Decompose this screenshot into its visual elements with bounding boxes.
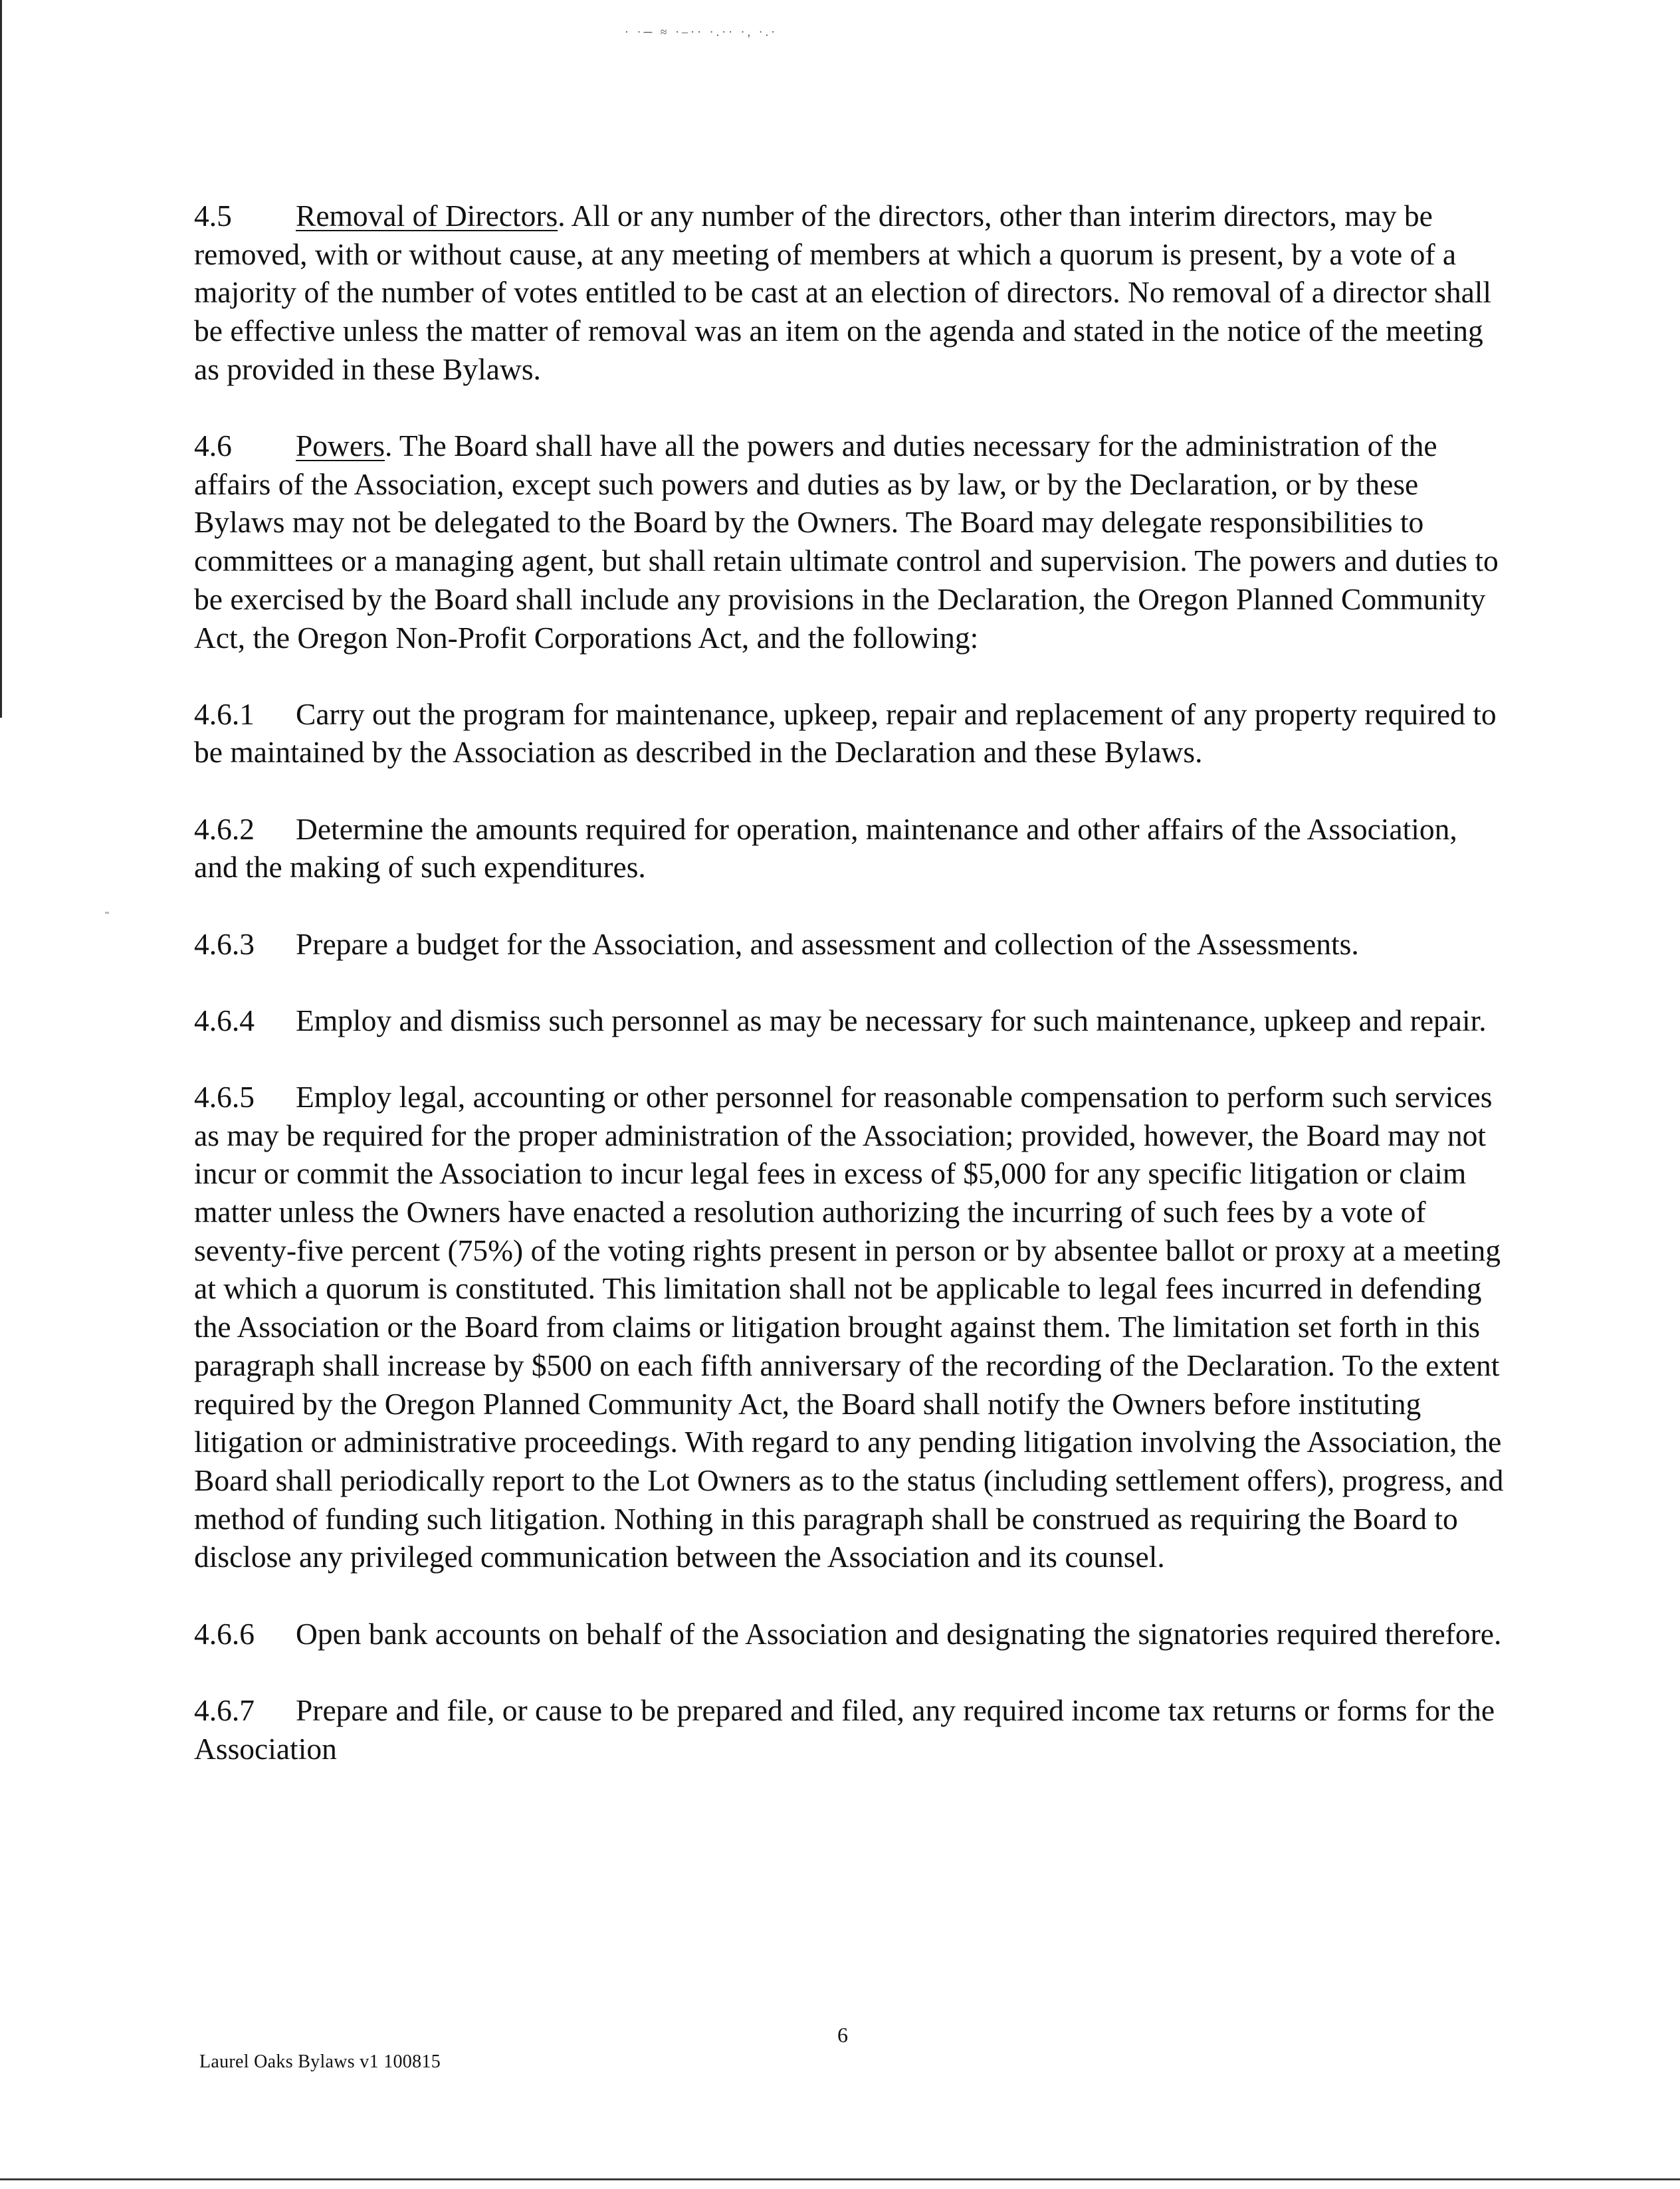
scan-edge-bottom xyxy=(0,2178,1680,2180)
bylaws-body xyxy=(194,197,1507,1806)
section-4-6-1 xyxy=(194,695,1507,772)
section-text: Prepare and file, or cause to be prepared and filed, any required income tax returns or forms for the Association xyxy=(194,1693,1495,1766)
section-4-6-2 xyxy=(194,810,1507,886)
section-text: Employ legal, accounting or other personnel for reasonable compensation to perform such services as may be required for the proper administration of the Association; provided, however, the Board may not incur or commit the Association to incur legal fees in excess of $5,000 for any specific litigation or claim matter unless the Owners have enacted a resolution authorizing the incurring of such fees by a vote of seventy-five percent (75%) of the voting rights present in person or by absentee ballot or proxy at a meeting at which a quorum is constituted. This limitation shall not be applicable to legal fees incurred in defending the Association or the Board from claims or litigation brought against them. The limitation set forth in this paragraph shall increase by $500 on each fifth anniversary of the recording of the Declaration. To the extent required by the Oregon Planned Community Act, the Board shall notify the Owners before instituting litigation or administrative proceedings. With regard to any pending litigation involving the Association, the Board shall periodically report to the Lot Owners as to the status (including settlement offers), progress, and method of funding such litigation. Nothing in this paragraph shall be construed as requiring the Board to disclose any privileged communication between the Association and its counsel. xyxy=(194,1079,1504,1574)
scan-edge-left xyxy=(0,0,2,718)
section-text: Prepare a budget for the Association, and assessment and collection of the Assessments. xyxy=(296,926,1359,961)
section-heading: Powers xyxy=(296,429,385,463)
section-number: 4.6.1 xyxy=(194,696,255,731)
section-4-6-3 xyxy=(194,925,1507,964)
section-number: 4.6.7 xyxy=(194,1693,255,1727)
section-4-6-4 xyxy=(194,1001,1507,1040)
section-text: Determine the amounts required for operation, maintenance and other affairs of the Association, and the making of such expenditures. xyxy=(194,811,1457,885)
page-number: 6 xyxy=(837,2023,848,2047)
section-4-5 xyxy=(194,197,1507,389)
section-text: Employ and dismiss such personnel as may be necessary for such maintenance, upkeep and repair. xyxy=(296,1003,1487,1037)
scan-speck xyxy=(105,912,109,914)
section-number: 4.6.5 xyxy=(194,1079,255,1114)
section-heading: Removal of Directors xyxy=(296,199,558,233)
section-number: 4.6.4 xyxy=(194,1003,255,1037)
section-4-6 xyxy=(194,427,1507,657)
section-4-6-5 xyxy=(194,1078,1507,1576)
section-number: 4.5 xyxy=(194,199,232,233)
section-4-6-6 xyxy=(194,1615,1507,1653)
section-text: . All or any number of the directors, other than interim directors, may be removed, with or without cause, at any meeting of members at which a quorum is present, by a vote of a majority of the number of votes entitled to be cast at an election of directors. No removal of a director shall be effective unless the matter of removal was an item on the agenda and stated in the notice of the meeting as provided in these Bylaws. xyxy=(194,199,1492,386)
section-text: Open bank accounts on behalf of the Association and designating the signatories required therefore. xyxy=(296,1616,1502,1651)
section-text: . The Board shall have all the powers and duties necessary for the administration of the affairs of the Association, except such powers and duties as by law, or by the Declaration, or by these Bylaws may not be delegated to the Board by the Owners. The Board may delegate responsibilities to committees or a managing agent, but shall retain ultimate control and supervision. The powers and duties to be exercised by the Board shall include any provisions in the Declaration, the Oregon Planned Community Act, the Oregon Non-Profit Corporations Act, and the following: xyxy=(194,429,1499,655)
section-4-6-7 xyxy=(194,1691,1507,1768)
section-number: 4.6.2 xyxy=(194,811,255,846)
section-number: 4.6.6 xyxy=(194,1616,255,1651)
section-number: 4.6 xyxy=(194,429,232,463)
section-text: Carry out the program for maintenance, upkeep, repair and replacement of any property required to be maintained by the Association as described in the Declaration and these Bylaws. xyxy=(194,696,1497,770)
section-number: 4.6.3 xyxy=(194,926,255,961)
scan-noise-header: · ·─ ≈ ·‒·· ·.·· ·, ·.· xyxy=(625,25,778,39)
footer-doc-id: Laurel Oaks Bylaws v1 100815 xyxy=(199,2051,441,2072)
